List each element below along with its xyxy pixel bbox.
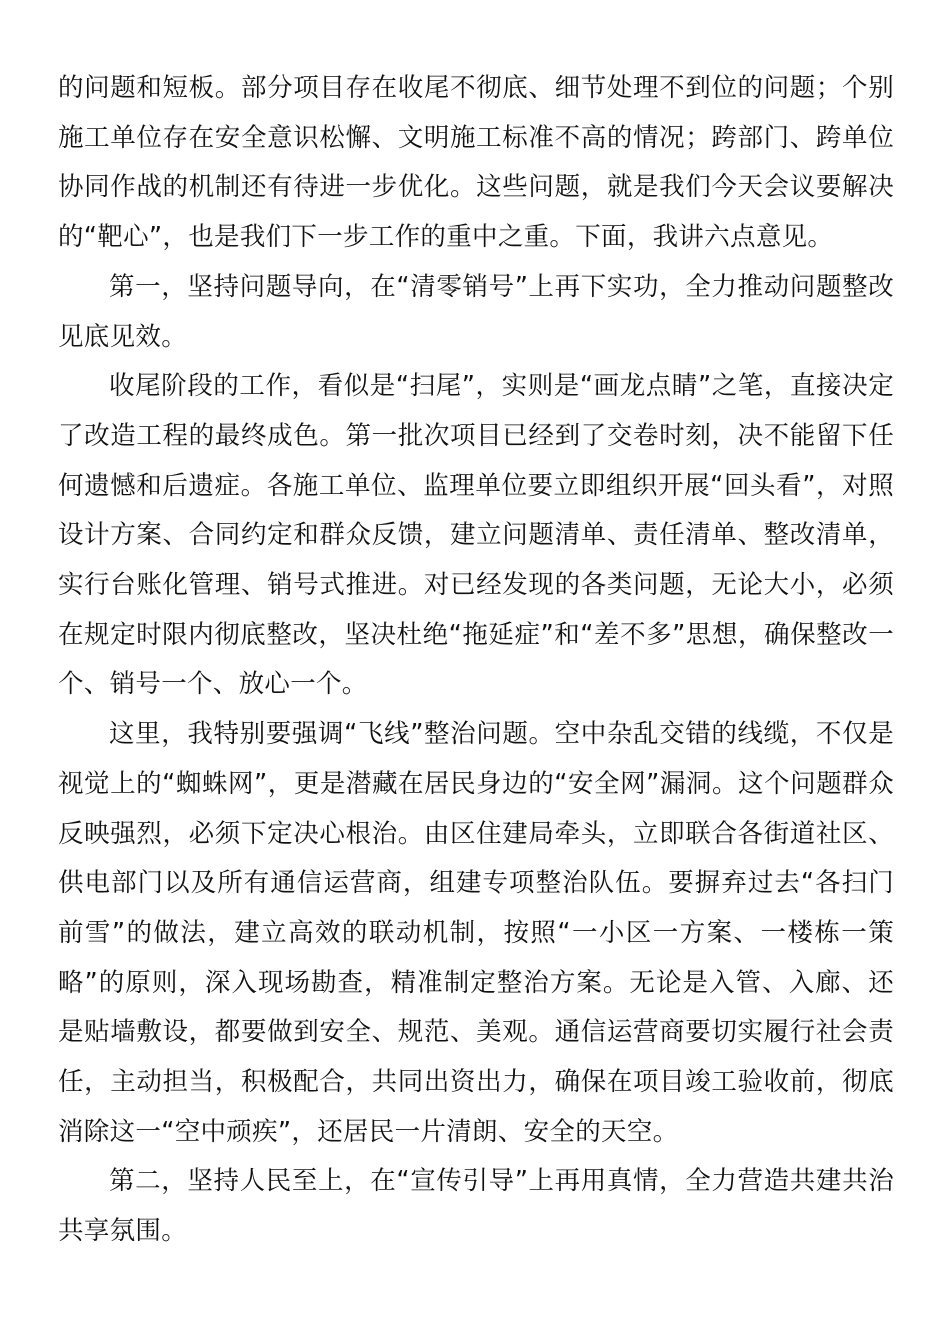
section-heading-first: 第一，坚持问题导向，在“清零销号”上再下实功，全力推动问题整改见底见效。 bbox=[58, 271, 894, 352]
paragraph-continuation: 的问题和短板。部分项目存在收尾不彻底、细节处理不到位的问题；个别施工单位存在安全意识松懈、文明施工标准不高的情况；跨部门、跨单位协同作战的机制还有待进一步优化。这些问题，就是我们今天会议要解决的“靶心”，也是我们下一步工作的重中之重。下面，我讲六点意见。 bbox=[58, 73, 894, 253]
section-heading-second: 第二，坚持人民至上，在“宣传引导”上再用真情，全力营造共建共治共享氛围。 bbox=[58, 1166, 894, 1247]
paragraph-wrap-up-work: 收尾阶段的工作，看似是“扫尾”，实则是“画龙点睛”之笔，直接决定了改造工程的最终成色。第一批次项目已经到了交卷时刻，决不能留下任何遗憾和后遗症。各施工单位、监理单位要立即组织开展“回头看”，对照设计方案、合同约定和群众反馈，建立问题清单、责任清单、整改清单，实行台账化管理、销号式推进。对已经发现的各类问题，无论大小，必须在规定时限内彻底整改，坚决杜绝“拖延症”和“差不多”思想，确保整改一个、销号一个、放心一个。 bbox=[58, 371, 894, 700]
paragraph-flying-wires: 这里，我特别要强调“飞线”整治问题。空中杂乱交错的线缆，不仅是视觉上的“蜘蛛网”，更是潜藏在居民身边的“安全网”漏洞。这个问题群众反映强烈，必须下定决心根治。由区住建局牵头，立即联合各街道社区、供电部门以及所有通信运营商，组建专项整治队伍。要摒弃过去“各扫门前雪”的做法，建立高效的联动机制，按照“一小区一方案、一楼栋一策略”的原则，深入现场勘查，精准制定整治方案。无论是入管、入廊、还是贴墙敷设，都要做到安全、规范、美观。通信运营商要切实履行社会责任，主动担当，积极配合，共同出资出力，确保在项目竣工验收前，彻底消除这一“空中顽疾”，还居民一片清朗、安全的天空。 bbox=[58, 719, 894, 1147]
document-body bbox=[58, 64, 894, 1257]
